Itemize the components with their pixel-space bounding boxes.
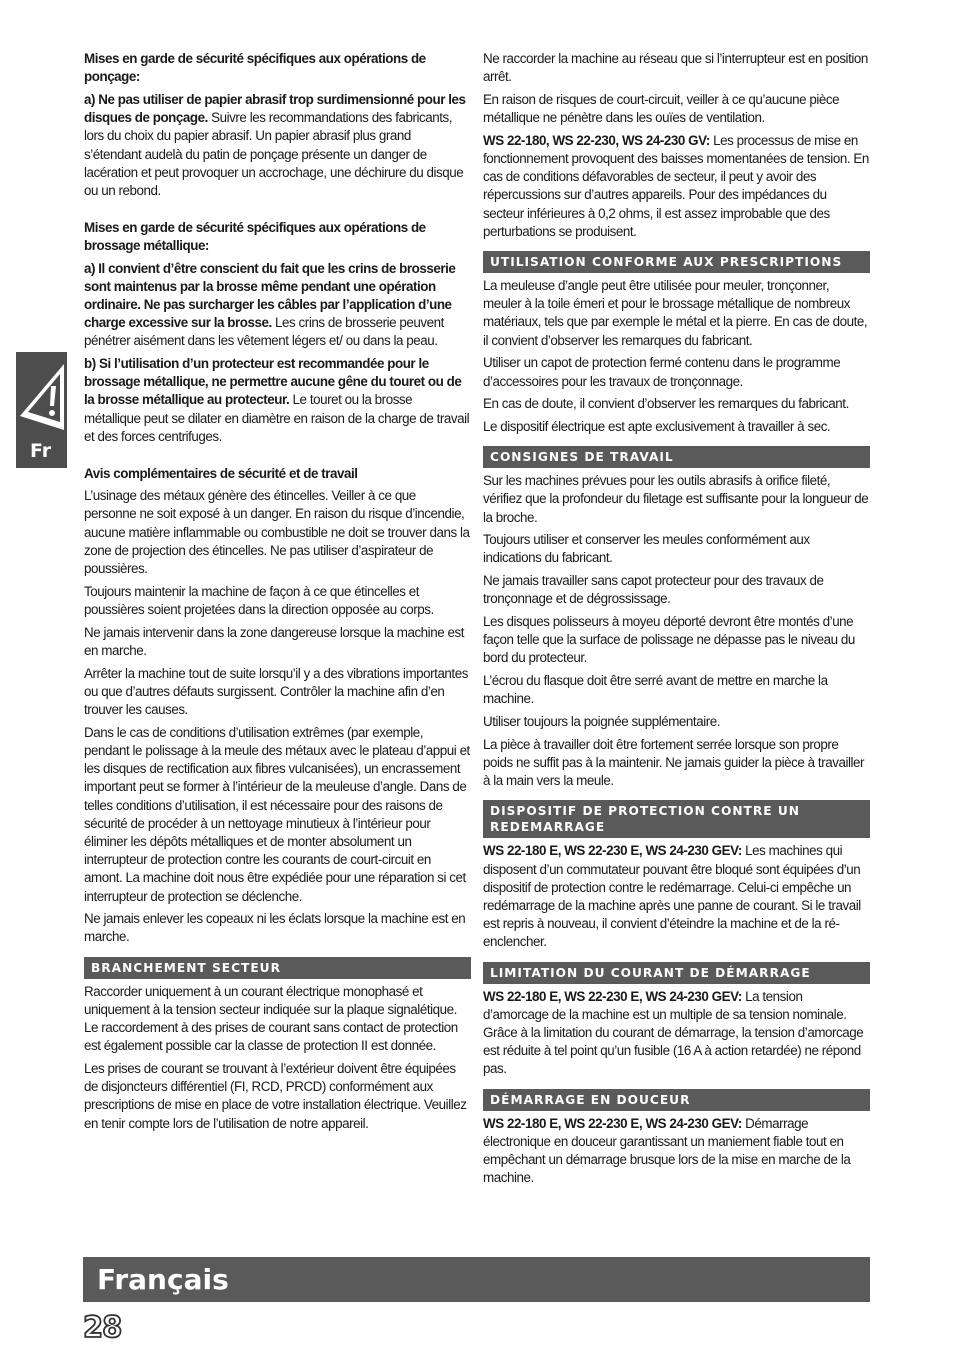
paragraph-text: En cas de doute, il convient d’observer les remarques du fabricant.	[483, 396, 849, 412]
paragraph-text: La meuleuse d’angle peut être utilisée pour meuler, tronçonner, meuler à la toile émeri et pour le brossage métallique de nombreux matériaux, tels que par exemple le métal et la pierre. En cas de doute, il convient d’observer les remarques du fabricant.	[483, 278, 868, 348]
paragraph-lead: WS 22-180 E, WS 22-230 E, WS 24-230 GEV:	[483, 1115, 742, 1131]
paragraph	[483, 418, 870, 436]
paragraph-text: Arrêter la machine tout de suite lorsqu’il y a des vibrations importantes ou que d’autres défauts surgissent. Contrôler la machine afin d’en trouver les causes.	[84, 665, 468, 717]
paragraph-text: La tension d’amorcage de la machine est un multiple de sa tension nominale. Grâce à la limitation du courant de démarrage, la tension d’amorcage est réduite à tel point qu’un fusible (16 A à action retardée) ne répond pas.	[483, 988, 864, 1077]
paragraph-text: Toujours utiliser et conserver les meules conformément aux indications du fabricant.	[483, 532, 810, 566]
paragraph-text: Suivre les recommandations des fabricants, lors du choix du papier abrasif. Un papier abrasif plus grand s’étendant audelà du patin de ponçage présente un danger de lacération et peut provoquer un accrochage, une déchirure du disque ou un rebond.	[84, 110, 464, 198]
paragraph	[84, 583, 471, 619]
language-side-tab	[16, 352, 67, 468]
paragraph	[483, 395, 870, 413]
paragraph-lead: WS 22-180 E, WS 22-230 E, WS 24-230 GEV:	[483, 843, 742, 859]
paragraph-text: Dans le cas de conditions d’utilisation extrêmes (par exemple, pendant le polissage à la meule des métaux avec le plateau d’appui et les disques de rectification aux fibres vulcanisées), un encrassement important peut se former à l’intérieur de la meuleuse d’angle. Dans de telles conditions d’utilisation, il est nécessaire pour des raisons de sécurité de procéder à un nettoyage minutieux à l’intérieur pour éliminer les dépôts métalliques et de monter absolument un interrupteur de protection contre les courants de court-circuit en amont. La machine doit nous être expédiée pour une réparation si cet interrupteur de protection se déclenche.	[84, 724, 470, 904]
paragraph	[84, 665, 471, 720]
section-heading: LIMITATION DU COURANT DE DÉMARRAGE	[483, 962, 870, 984]
paragraph-text: L’usinage des métaux génère des étincelles. Veiller à ce que personne ne soit exposé à un danger. En raison du risque d’incendie, aucune matière inflammable ou combustible ne doit se trouver dans la zone de projection des étincelles. Ne pas utiliser d’aspirateur de poussières.	[84, 488, 470, 577]
paragraph-text: Le touret ou la brosse métallique peut se dilater en diamètre en raison de la charge de travail et des forces centrifuges.	[84, 392, 470, 444]
paragraph	[483, 572, 870, 608]
bold-heading: Mises en garde de sécurité spécifiques aux opérations de ponçage:	[84, 51, 426, 85]
paragraph	[483, 91, 870, 127]
paragraph-lead: a) Il convient d’être conscient du fait que les crins de brosserie sont maintenus par la brosse même pendant une opération ordinaire. Ne pas surcharger les câbles par l’application d’une charge excessive sur la brosse.	[84, 260, 456, 331]
paragraph-text: L’écrou du flasque doit être serré avant de mettre en marche la machine.	[483, 673, 828, 707]
paragraph	[483, 50, 870, 86]
paragraph-text: Ne jamais enlever les copeaux ni les éclats lorsque la machine est en marche.	[84, 911, 466, 945]
section-heading: DÉMARRAGE EN DOUCEUR	[483, 1089, 870, 1111]
paragraph	[84, 910, 471, 946]
paragraph-text: Ne jamais travailler sans capot protecteur pour des travaux de tronçonnage et de dégrossissage.	[483, 573, 824, 607]
paragraph-text: Les machines qui disposent d’un commutateur pouvant être bloqué sont équipées d’un dispositif de protection contre le redémarrage. Celui-ci empêche un redémarrage de la machine après une panne de courant. Si le travail est repris à nouveau, il convient d’éteindre la machine et de la ré-enclencher.	[483, 843, 861, 950]
paragraph-text: Le dispositif électrique est apte exclusivement à travailler à sec.	[483, 418, 831, 434]
section-heading: CONSIGNES DE TRAVAIL	[483, 446, 870, 468]
paragraph	[483, 132, 870, 241]
paragraph-text: Les processus de mise en fonctionnement provoquent des baisses momentanées de tension. En cas de conditions défavorables de secteur, il peut y avoir des répercussions sur d’autres appareils. Pour des impédances du secteur inférieures à 0,2 ohms, il est assez improbable que des perturbations se produisent.	[483, 132, 869, 239]
paragraph	[483, 472, 870, 527]
left-column	[84, 50, 471, 1137]
paragraph-text: Les crins de brosserie peuvent pénétrer aisément dans les vêtement légers et/ ou dans la peau.	[84, 315, 444, 349]
spacer	[84, 205, 471, 219]
paragraph	[84, 1060, 471, 1133]
paragraph	[84, 624, 471, 660]
paragraph	[483, 842, 870, 951]
paragraph	[483, 531, 870, 567]
paragraph	[84, 260, 471, 351]
bold-heading: Mises en garde de sécurité spécifiques aux opérations de brossage métallique:	[84, 219, 426, 253]
paragraph	[483, 713, 870, 731]
spacer	[84, 451, 471, 465]
paragraph	[483, 736, 870, 791]
paragraph-text: Toujours maintenir la machine de façon à ce que étincelles et poussières soient projetées dans la direction opposée au corps.	[84, 583, 434, 617]
footer-language-bar	[83, 1257, 870, 1302]
page-number: 28	[83, 1310, 122, 1344]
right-column	[483, 50, 870, 1192]
paragraph-text: Les disques polisseurs à moyeu déporté devront être montés d’une façon telle que la surface de polissage ne dépasse pas le niveau du bord du protecteur.	[483, 614, 855, 666]
paragraph-text: En raison de risques de court-circuit, veiller à ce qu’aucune pièce métallique ne pénètre dans les ouïes de ventilation.	[483, 91, 840, 126]
paragraph	[84, 487, 471, 578]
paragraph	[84, 724, 471, 906]
paragraph-lead: a) Ne pas utiliser de papier abrasif trop surdimensionné pour les disques de ponçage.	[84, 91, 466, 126]
section-heading: UTILISATION CONFORME AUX PRESCRIPTIONS	[483, 251, 870, 273]
language-code: Fr	[30, 440, 52, 462]
paragraph-text: Les prises de courant se trouvant à l’extérieur doivent être équipées de disjoncteurs différentiel (FI, RCD, PRCD) conformément aux prescriptions de mise en place de votre installation électrique. Veuillez en tenir compte lors de l’utilisation de notre appareil.	[84, 1060, 467, 1131]
paragraph-text: La pièce à travailler doit être fortement serrée lorsque son propre poids ne suffit pas à la maintenir. Ne jamais guider la pièce à travailler à la main vers la meule.	[483, 736, 865, 789]
paragraph	[84, 91, 471, 200]
footer-language-title: Français	[97, 1263, 229, 1296]
paragraph	[483, 613, 870, 668]
bold-heading: Avis complémentaires de sécurité et de travail	[84, 465, 358, 481]
paragraph-text: Utiliser toujours la poignée supplémentaire.	[483, 714, 720, 730]
paragraph-lead: WS 22-180, WS 22-230, WS 24-230 GV:	[483, 132, 710, 148]
paragraph-lead: b) Si l’utilisation d’un protecteur est recommandée pour le brossage métallique, ne permettre aucune gêne du touret ou de la brosse métallique au protecteur.	[84, 356, 462, 408]
paragraph	[84, 983, 471, 1056]
paragraph	[483, 988, 870, 1079]
section-heading: BRANCHEMENT SECTEUR	[84, 957, 471, 979]
paragraph	[483, 354, 870, 390]
paragraph-lead: WS 22-180 E, WS 22-230 E, WS 24-230 GEV:	[483, 988, 742, 1004]
paragraph-text: Démarrage électronique en douceur garantissant un maniement fiable tout en empêchant un démarrage brusque lors de la mise en marche de la machine.	[483, 1115, 851, 1186]
paragraph-text: Ne raccorder la machine au réseau que si l’interrupteur est en position arrêt.	[483, 51, 868, 85]
section-heading: DISPOSITIF DE PROTECTION CONTRE UN REDEMARRAGE	[483, 800, 870, 838]
paragraph-text: Utiliser un capot de protection fermé contenu dans le programme d’accessoires pour les travaux de tronçonnage.	[483, 355, 841, 389]
paragraph-text: Ne jamais intervenir dans la zone dangereuse lorsque la machine est en marche.	[84, 624, 464, 658]
paragraph	[84, 355, 471, 446]
paragraph	[483, 1115, 870, 1188]
paragraph-text: Sur les machines prévues pour les outils abrasifs à orifice fileté, vérifiez que la profondeur du filetage est suffisante pour la longueur de la broche.	[483, 473, 869, 525]
paragraph-text: Raccorder uniquement à un courant électrique monophasé et uniquement à la tension secteur indiquée sur la plaque signalétique. Le raccordement à des prises de courant sans contact de protection est également possible car la classe de protection II est donnée.	[84, 983, 458, 1054]
warning-triangle-icon	[18, 360, 66, 432]
paragraph	[483, 672, 870, 708]
paragraph	[483, 277, 870, 350]
